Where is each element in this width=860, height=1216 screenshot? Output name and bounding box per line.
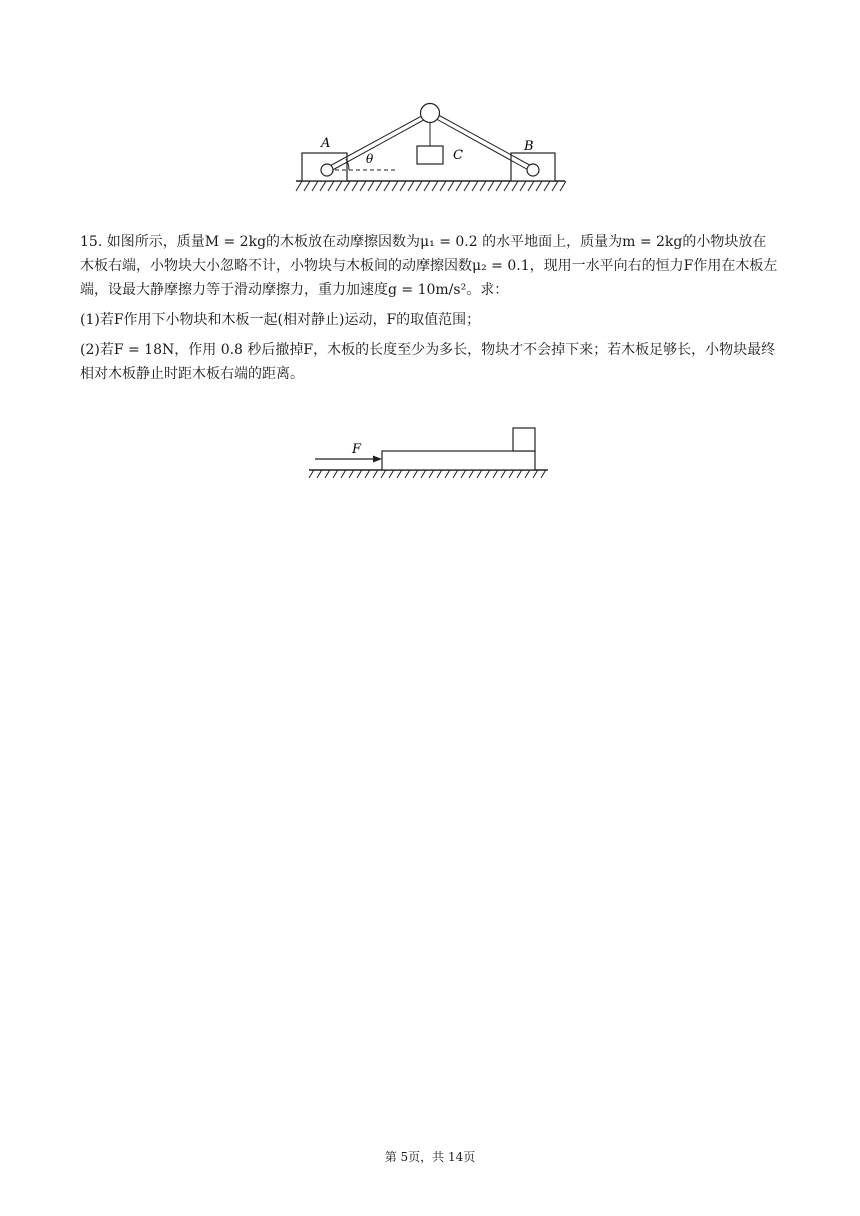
figure-board-block <box>305 420 550 482</box>
label-f: F <box>352 442 362 457</box>
label-b: B <box>524 139 534 154</box>
question-stem: 15. 如图所示，质量M = 2kg的木板放在动摩擦因数为μ₁ = 0.2 的水平地面上，质量为m = 2kg的小物块放在木板右端，小物块大小忽略不计，小物块与木板间的动摩擦因数μ₂ = 0.1，现用一水平向右的恒力F作用在木板左端，设最大静摩擦力等于滑动摩擦力，重力加速度g = 10m/s²。求： <box>80 234 778 298</box>
hinge-b <box>527 164 539 176</box>
question-part-2: (2)若F = 18N，作用 0.8 秒后撤掉F，木板的长度至少为多长，物块才不会掉下来；若木板足够长，小物块最终相对木板静止时距木板右端的距离。 <box>80 342 776 382</box>
question-part-1: (1)若F作用下小物块和木板一起(相对静止)运动，F的取值范围； <box>80 312 481 328</box>
block-c <box>417 146 443 164</box>
label-c: C <box>453 148 463 163</box>
ground-hatching <box>296 181 566 191</box>
label-theta: θ <box>366 152 374 166</box>
board <box>382 451 535 470</box>
pulley <box>421 104 440 123</box>
question-15 <box>80 230 780 386</box>
page-footer: 第 5页，共 14页 <box>384 1150 476 1164</box>
ground-hatching-2 <box>309 470 546 478</box>
small-block <box>513 428 535 451</box>
force-arrow-head <box>373 456 382 463</box>
figure-pulley-system <box>290 98 570 198</box>
hinge-a <box>321 164 333 176</box>
label-a: A <box>321 136 331 151</box>
